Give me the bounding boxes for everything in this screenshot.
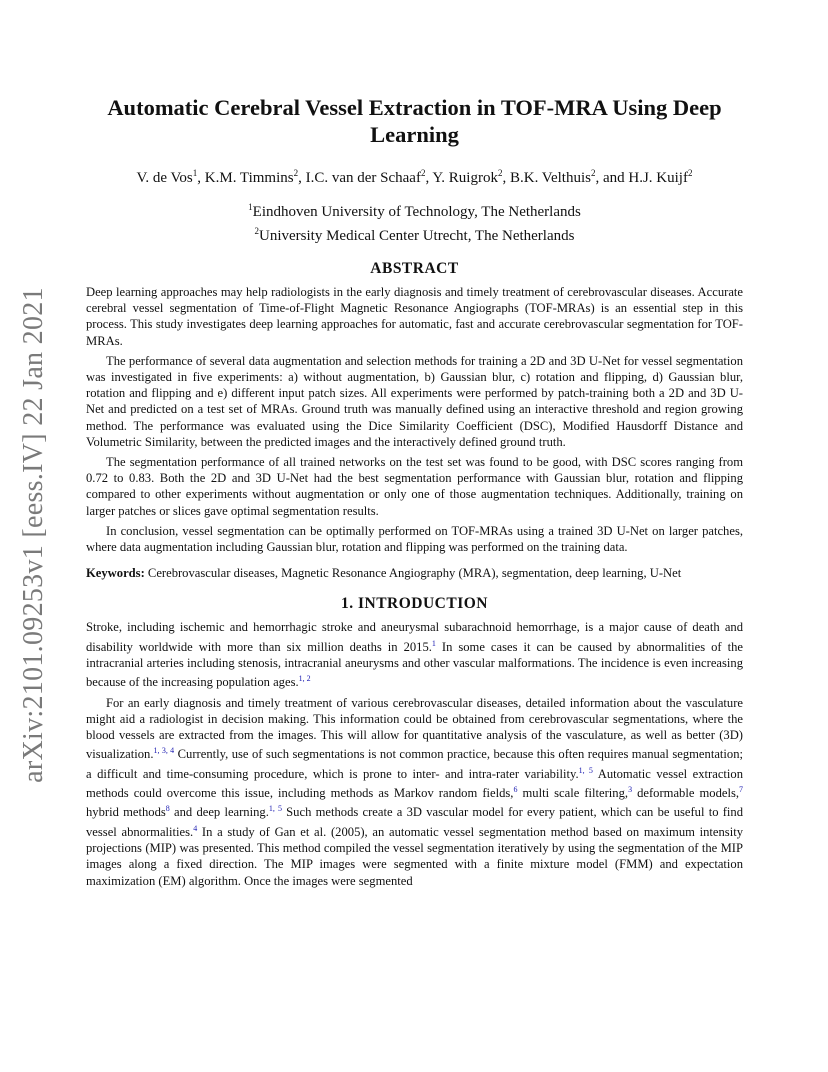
author-affiliation-mark: 2 bbox=[420, 168, 426, 178]
affiliation-1: $^1$Eindhoven University of Technology, The Netherlands bbox=[248, 202, 581, 220]
citation-ref[interactable]: 3 bbox=[628, 785, 633, 795]
text-run: Such methods create a 3D vascular model for every patient, which can be useful to find vessel abnormalities. bbox=[86, 805, 744, 839]
citation-ref[interactable]: 1, 2 bbox=[298, 674, 311, 684]
text-run: Stroke, including ischemic and hemorrhagic stroke and aneurysmal subarachnoid hemorrhage, is a major cause of death and disability worldwide with more than six million deaths in 2015. bbox=[86, 620, 743, 654]
abstract-paragraph-4: In conclusion, vessel segmentation can be optimally performed on TOF-MRAs using a trained 3D U-Net on larger patches, where data augmentation including Gaussian blur, rotation and flipping was performed on the training data. bbox=[86, 523, 743, 555]
author-separator: , bbox=[197, 170, 205, 186]
text-run: deformable models, bbox=[632, 786, 740, 801]
introduction-heading: 1. INTRODUCTION bbox=[340, 595, 488, 613]
text-run: Currently, use of such segmentations is not common practice, because this often requires manual segmentation; a difficult and time-consuming procedure, which is prone to inter- and intra-rater variability. bbox=[86, 747, 743, 781]
author-separator: , bbox=[502, 170, 510, 186]
author-affiliation-mark: 1 bbox=[192, 168, 198, 178]
citation-ref[interactable]: 1, 3, 4 bbox=[153, 746, 175, 756]
author-affiliation-mark: 2 bbox=[687, 168, 693, 178]
text-run: and deep learning. bbox=[169, 805, 269, 820]
text-run: In some cases it can be caused by abnormalities of the intracranial arteries including stenosis, intracranial aneurysms and other vascular malformations. The incidence is even increasing because of the increasing population ages. bbox=[86, 639, 743, 690]
affiliation-2: $^2$University Medical Center Utrecht, The Netherlands bbox=[254, 226, 575, 244]
author-name: K.M. Timmins bbox=[204, 170, 294, 186]
author-separator: , bbox=[298, 170, 306, 186]
author-affiliation-mark: 2 bbox=[590, 168, 596, 178]
introduction-paragraph-2 bbox=[86, 695, 743, 889]
author-name: V. de Vos bbox=[136, 170, 193, 186]
author-affiliation-mark: 2 bbox=[497, 168, 503, 178]
affiliation-list bbox=[86, 198, 743, 246]
author-affiliation-mark: 2 bbox=[293, 168, 299, 178]
keywords-label: Keywords: bbox=[86, 566, 145, 581]
arxiv-identifier bbox=[14, 287, 54, 783]
paper-page bbox=[86, 94, 743, 893]
citation-ref[interactable]: 8 bbox=[165, 804, 170, 814]
citation-ref[interactable]: 1, 5 bbox=[268, 804, 282, 814]
keywords-text: Cerebrovascular diseases, Magnetic Resonance Angiography (MRA), segmentation, deep learning, U-Net bbox=[147, 566, 682, 581]
text-run: For an early diagnosis and timely treatment of various cerebrovascular diseases, detailed information about the vasculature might aid a radiologist in decision making. This information could be obtained from cerebrovascular segmentations, where the blood vessels are extracted from the images. This will allow for quantitative analysis of the vasculature, as well as better (3D) visualization. bbox=[86, 695, 743, 762]
citation-ref[interactable]: 7 bbox=[739, 785, 744, 795]
abstract-paragraph-3: The segmentation performance of all trained networks on the test set was found to be good, with DSC scores ranging from 0.72 to 0.83. Both the 2D and 3D U-Net had the best segmentation performance with Gaussian blur, rotation and flipping compared to other experiments without augmentation or only one of those augmentation techniques. Additionally, training on larger patches or slices gave optimal segmentation results. bbox=[86, 455, 743, 518]
paper-title: Automatic Cerebral Vessel Extraction in TOF-MRA Using Deep Learning bbox=[107, 95, 722, 147]
keywords bbox=[86, 565, 743, 581]
abstract-heading: ABSTRACT bbox=[370, 260, 459, 277]
author-name: Y. Ruigrok bbox=[432, 170, 498, 186]
text-run: multi scale filtering, bbox=[517, 786, 629, 801]
author-name: I.C. van der Schaaf bbox=[305, 170, 421, 186]
author-list bbox=[86, 164, 743, 188]
text-run: Automatic vessel extraction methods could overcome this issue, including methods as Markov random fields, bbox=[86, 766, 743, 801]
arxiv-identifier-text: arXiv:2101.09253v1 [eess.IV] 22 Jan 2021 bbox=[18, 287, 50, 783]
abstract-paragraph-1: Deep learning approaches may help radiologists in the early diagnosis and timely treatment of cerebrovascular diseases. Accurate cerebral vessel segmentation of Time-of-Flight Magnetic Resonance Angiographs (TOF-MRAs) is an essential step in this process. This study investigates deep learning approaches for automatic, fast and accurate cerebrovascular segmentation for TOF-MRAs. bbox=[86, 285, 743, 348]
citation-ref[interactable]: 1, 5 bbox=[578, 765, 593, 775]
introduction-paragraph-1 bbox=[86, 619, 743, 690]
author-name: H.J. Kuijf bbox=[628, 170, 688, 186]
citation-ref[interactable]: 4 bbox=[193, 823, 198, 833]
author-separator: , and bbox=[595, 170, 629, 186]
author-name: B.K. Velthuis bbox=[509, 170, 591, 186]
abstract-paragraph-2: The performance of several data augmentation and selection methods for training a 2D and 3D U-Net for vessel segmentation was investigated in five experiments: a) without augmentation, b) Gaussian blur, c) rotation and flipping, d) Gaussian blur, rotation and flipping and e) different input patch sizes. All experiments were performed by patch-training both a 2D and 3D U-Net and predicted on a test set of MRAs. Ground truth was manually defined using an interactive threshold and region growing method. The performance was evaluated using the Dice Similarity Coefficient (DSC), Modified Hausdorff Distance and Volumetric Similarity, between the predicted images and the interactively defined ground truth. bbox=[86, 353, 743, 449]
citation-ref[interactable]: 1 bbox=[431, 638, 436, 648]
citation-ref[interactable]: 6 bbox=[513, 785, 518, 795]
text-run: hybrid methods bbox=[86, 805, 166, 820]
text-run: In a study of Gan et al. (2005), an automatic vessel segmentation method based on maximum intensity projections (MIP) was presented. This method compiled the vessel segmentation iteratively by using the segmentation of the MIP images along a fixed direction. The MIP images were segmented with a finite mixture model (FMM) and expectation maximization (EM) algorithm. Once the images were segmented bbox=[86, 825, 743, 888]
author-separator: , bbox=[425, 170, 433, 186]
